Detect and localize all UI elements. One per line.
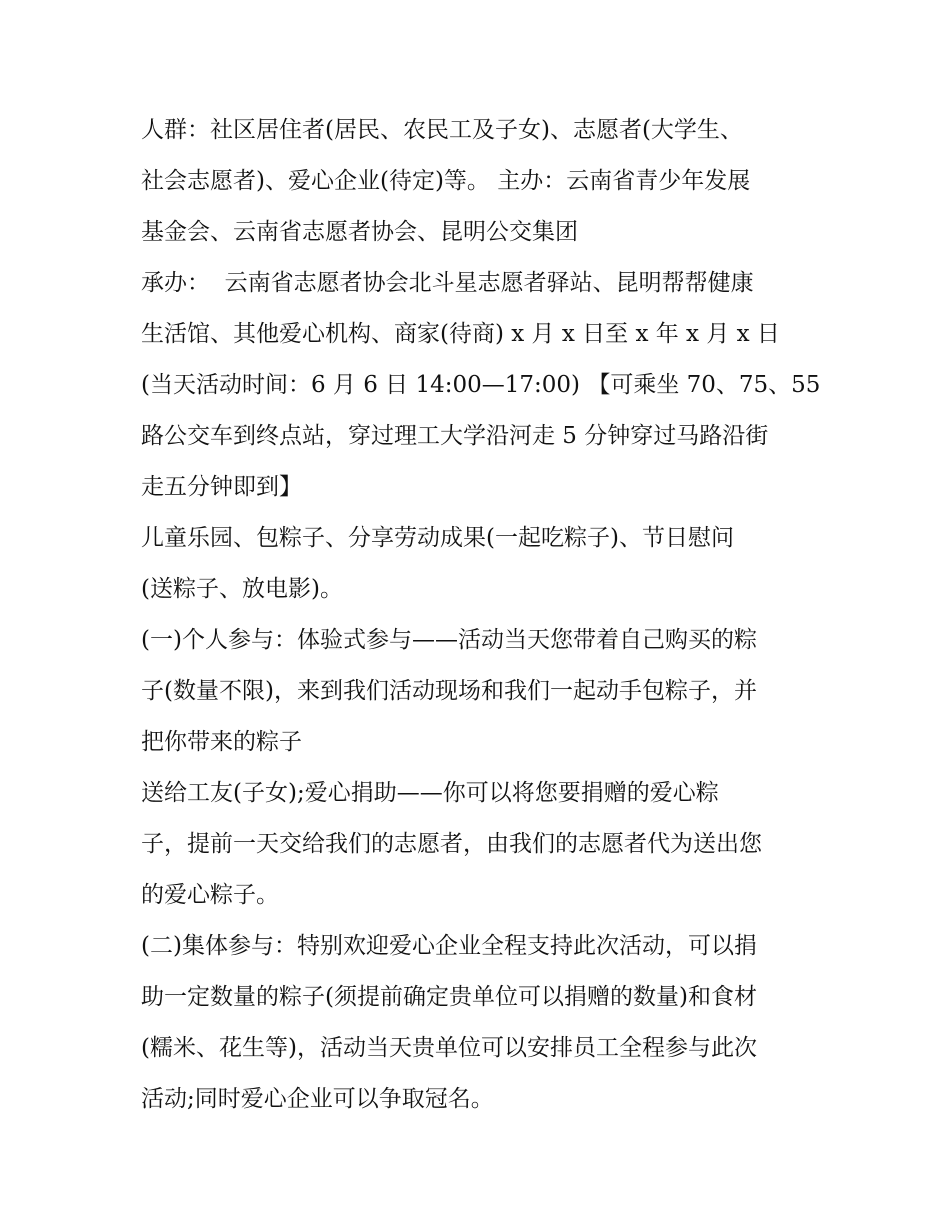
text-line: (糯米、花生等)，活动当天贵单位可以安排员工全程参与此次 [141, 1035, 757, 1061]
text-line: 的爱心粽子。 [141, 882, 279, 908]
text-line: (当天活动时间：6 月 6 日 14:00—17:00) 【可乘坐 70、75、55 [141, 372, 821, 398]
text-line: 社会志愿者)、爱心企业(待定)等。 主办：云南省青少年发展 [141, 168, 751, 194]
text-line: 儿童乐园、包粽子、分享劳动成果(一起吃粽子)、节日慰问 [141, 525, 734, 551]
text-line: 基金会、云南省志愿者协会、昆明公交集团 [141, 219, 578, 245]
text-line: 路公交车到终点站，穿过理工大学沿河走 5 分钟穿过马路沿街 [141, 423, 769, 449]
text-line: (一)个人参与：体验式参与——活动当天您带着自己购买的粽 [141, 627, 757, 653]
text-line: 走五分钟即到】 [141, 474, 302, 500]
document-body [141, 105, 821, 1125]
text-line: 子，提前一天交给我们的志愿者，由我们的志愿者代为送出您 [141, 831, 762, 857]
text-line: (二)集体参与：特别欢迎爱心企业全程支持此次活动，可以捐 [141, 933, 757, 959]
text-line: 人群：社区居住者(居民、农民工及子女)、志愿者(大学生、 [141, 117, 743, 143]
text-line: 送给工友(子女);爱心捐助——你可以将您要捐赠的爱心粽 [141, 780, 719, 806]
text-line: 助一定数量的粽子(须提前确定贵单位可以捐赠的数量)和食材 [141, 984, 757, 1010]
text-line: 子(数量不限)，来到我们活动现场和我们一起动手包粽子，并 [141, 678, 757, 704]
text-line: (送粽子、放电影)。 [141, 576, 343, 602]
text-line: 生活馆、其他爱心机构、商家(待商) x 月 x 日至 x 年 x 月 x 日 [141, 321, 780, 347]
text-line: 活动;同时爱心企业可以争取冠名。 [141, 1086, 494, 1112]
text-line: 把你带来的粽子 [141, 729, 302, 755]
text-line: 承办： 云南省志愿者协会北斗星志愿者驿站、昆明帮帮健康 [141, 270, 754, 296]
